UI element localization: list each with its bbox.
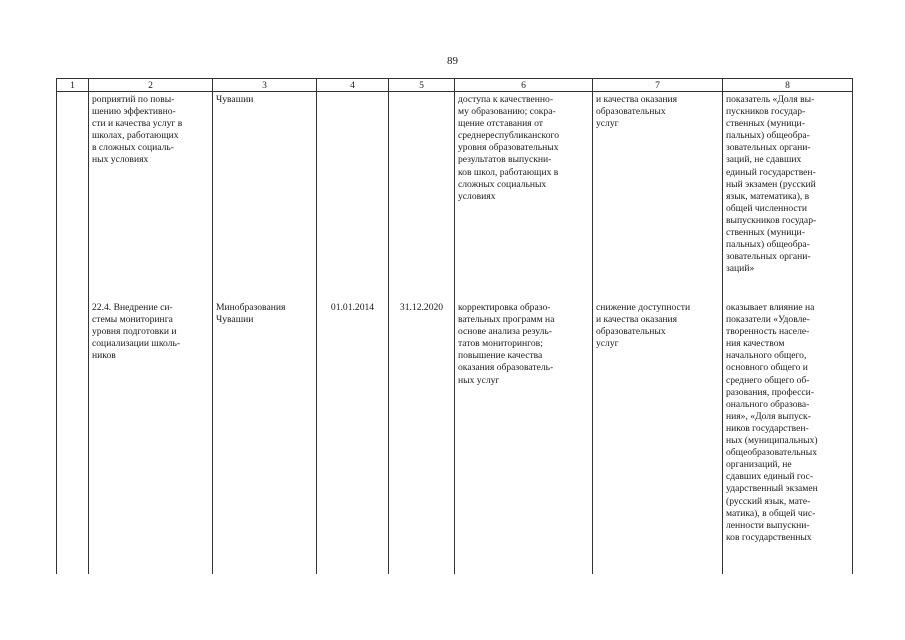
page-number: 89	[447, 55, 458, 67]
column-header-8: 8	[723, 79, 853, 92]
cell-executor: Чувашии	[213, 92, 317, 303]
column-header-4: 4	[317, 79, 389, 92]
column-header-6: 6	[455, 79, 593, 92]
cell-expected-result: корректировка образо- вательных программ на основе анализа резуль- татов мониторингов; повышение качества оказания образователь- ных услуг	[455, 302, 593, 574]
cell-measure: 22.4. Внедрение си- стемы мониторинга уровня подготовки и социализации школь- ников	[89, 302, 213, 574]
cell-indicators: показатель «Доля вы- пускников государ- ственных (муници- пальных) общеобра- зовательных органи- заций, не сдавших единый государствен- ный экзамен (русский язык, математика), в общей численности выпускников государ- ственных (муници- пальных) общеобра- зовательных органи- заций»	[723, 92, 853, 303]
table-row	[57, 92, 853, 303]
table-row	[57, 302, 853, 574]
cell-start-date: 01.01.2014	[317, 302, 389, 574]
cell-number	[57, 92, 89, 303]
cell-indicators: оказывает влияние на показатели «Удовле- творенность населе- ния качеством начального общего, основного общего и среднего общего об- разования, професси- онального образова- ния», «Доля выпуск- ников государствен- ных (муниципальных) общеобразовательных организаций, не сдавших единый гос- ударственный экзамен (русский язык, мате- матика), в общей чис- ленности выпускни- ков государственных	[723, 302, 853, 574]
column-header-5: 5	[389, 79, 455, 92]
cell-start-date	[317, 92, 389, 303]
cell-end-date: 31.12.2020	[389, 302, 455, 574]
cell-executor: Минобразования Чувашии	[213, 302, 317, 574]
column-header-2: 2	[89, 79, 213, 92]
column-header-7: 7	[593, 79, 723, 92]
column-header-3: 3	[213, 79, 317, 92]
cell-expected-result: доступа к качественно- му образованию; сокра- щение отставания от среднереспубликанского уровня образовательных результатов выпускни- ков школ, работающих в сложных социальных условиях	[455, 92, 593, 303]
cell-measure: роприятий по повы- шению эффективно- сти и качества услуг в школах, работающих в сложных социаль- ных условиях	[89, 92, 213, 303]
cell-end-date	[389, 92, 455, 303]
cell-consequences: снижение доступности и качества оказания образовательных услуг	[593, 302, 723, 574]
cell-number	[57, 302, 89, 574]
column-header-1: 1	[57, 79, 89, 92]
cell-consequences: и качества оказания образовательных услуг	[593, 92, 723, 303]
header-row	[57, 79, 853, 92]
measures-table	[56, 78, 853, 574]
